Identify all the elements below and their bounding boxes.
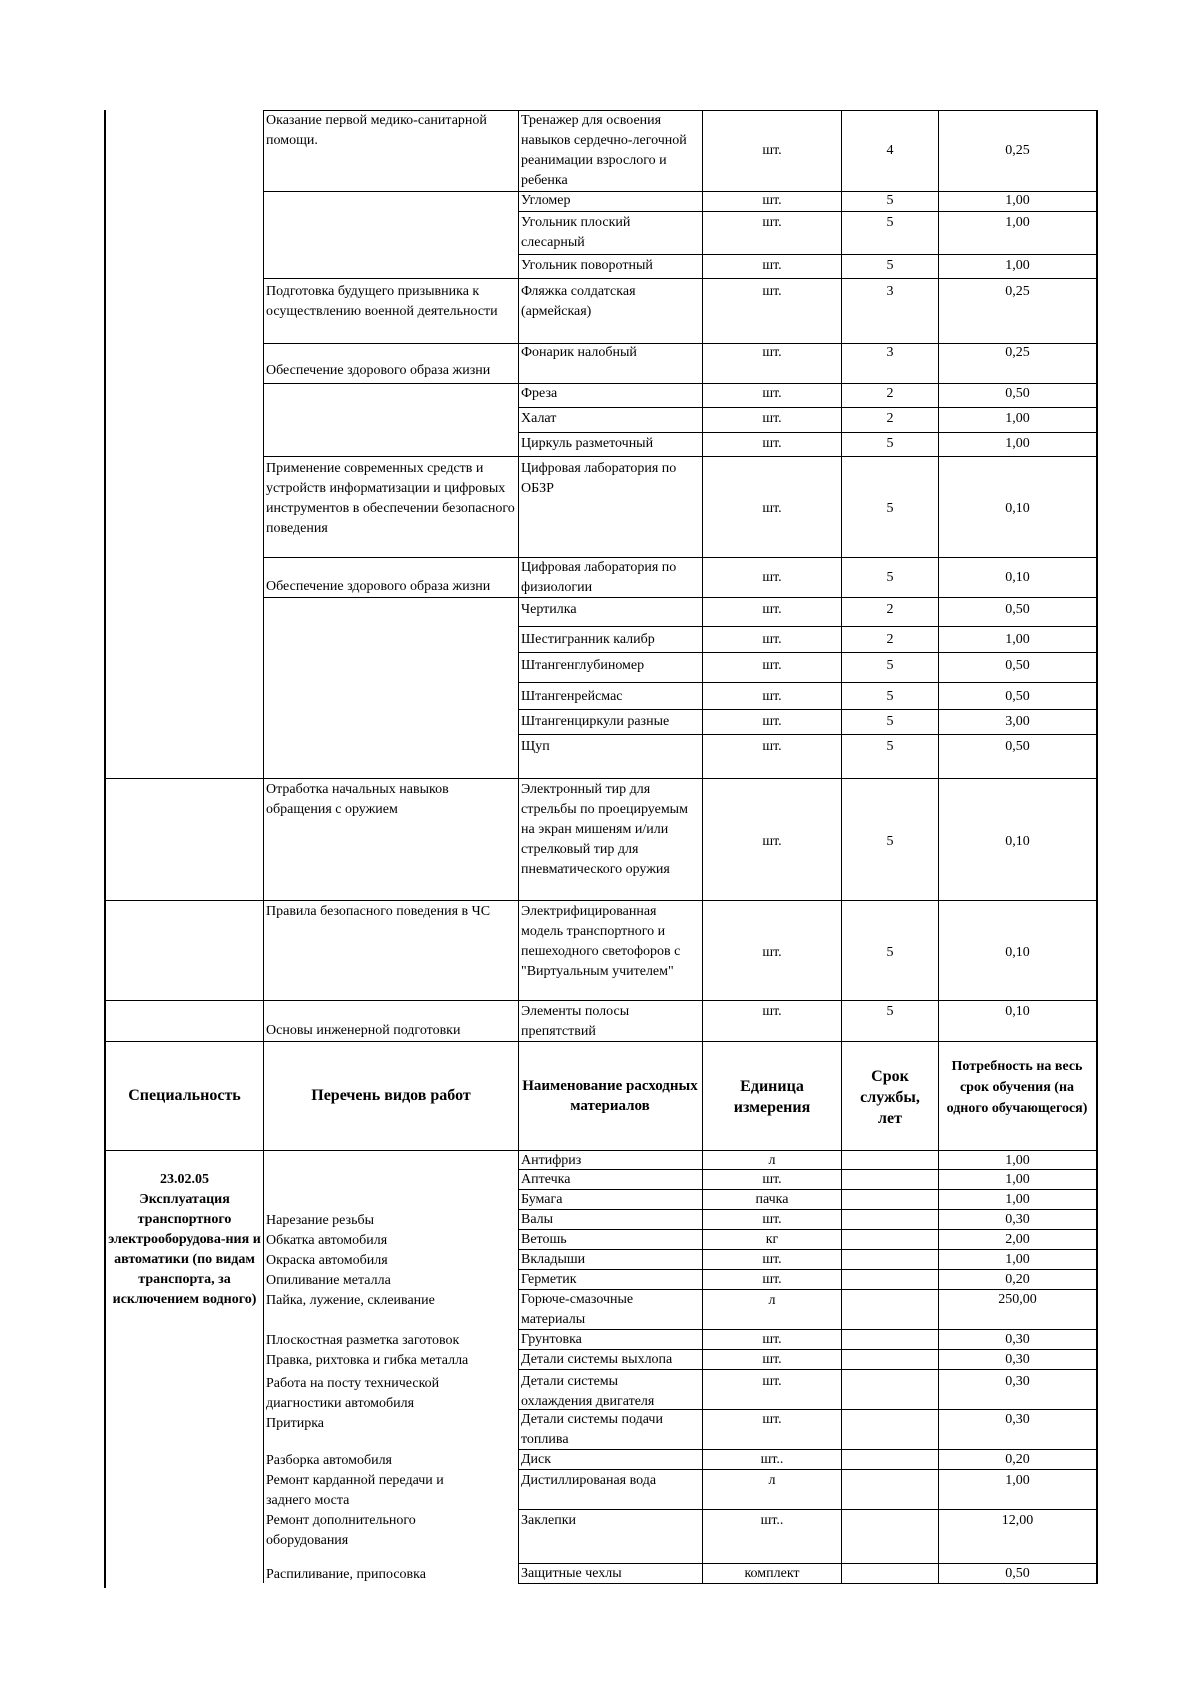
need-cell: 0,25 bbox=[1005, 143, 1030, 158]
life-cell: 5 bbox=[886, 834, 894, 849]
works-item: Распиливание, припосовка bbox=[266, 1567, 426, 1582]
need-cell: 250,00 bbox=[998, 1292, 1037, 1307]
work-text: Обеспечение здорового образа жизни bbox=[266, 363, 491, 378]
unit-cell: пачка bbox=[755, 1192, 789, 1207]
need-cell: 1,00 bbox=[1005, 193, 1030, 208]
unit-cell: шт. bbox=[762, 602, 782, 617]
work-text: Применение современных средств и устройств информатизации и цифровых инструментов в обеспечении безопасного поведения bbox=[266, 461, 515, 536]
material-name: Бумага bbox=[521, 1192, 563, 1207]
item-name: Угломер bbox=[521, 193, 571, 208]
need-cell: 0,50 bbox=[1005, 689, 1030, 704]
unit-cell: л bbox=[768, 1153, 776, 1168]
unit-cell: шт. bbox=[762, 193, 782, 208]
item-name: Угольник поворотный bbox=[521, 258, 653, 273]
need-cell: 0,30 bbox=[1005, 1212, 1030, 1227]
need-cell: 0,50 bbox=[1005, 658, 1030, 673]
life-cell: 5 bbox=[886, 1004, 894, 1019]
life-cell: 2 bbox=[886, 386, 894, 401]
unit-cell: шт. bbox=[762, 1272, 782, 1287]
unit-cell: шт. bbox=[762, 143, 782, 158]
life-cell: 5 bbox=[886, 714, 894, 729]
need-cell: 1,00 bbox=[1005, 1172, 1030, 1187]
works-item: Опиливание металла bbox=[266, 1273, 391, 1288]
item-name: Щуп bbox=[521, 739, 550, 754]
need-cell: 0,50 bbox=[1005, 1566, 1030, 1581]
rule bbox=[263, 110, 264, 1583]
material-name: Защитные чехлы bbox=[521, 1566, 622, 1581]
need-cell: 1,00 bbox=[1005, 1473, 1030, 1488]
material-name: Вкладыши bbox=[521, 1252, 586, 1267]
need-cell: 1,00 bbox=[1005, 215, 1030, 230]
material-name: Герметик bbox=[521, 1272, 577, 1287]
unit-cell: шт. bbox=[762, 1172, 782, 1187]
unit-cell: шт. bbox=[762, 658, 782, 673]
need-cell: 0,50 bbox=[1005, 386, 1030, 401]
work-text: Обеспечение здорового образа жизни bbox=[266, 579, 491, 594]
unit-cell: шт. bbox=[762, 1252, 782, 1267]
need-cell: 0,50 bbox=[1005, 739, 1030, 754]
unit-cell: шт. bbox=[762, 1412, 782, 1427]
header-life: Срок службы, лет bbox=[860, 1068, 920, 1127]
works-item: Плоскостная разметка заготовок bbox=[266, 1333, 460, 1348]
works-item: Работа на посту технической диагностики автомобиля bbox=[266, 1376, 440, 1411]
rule bbox=[518, 254, 1098, 255]
life-cell: 5 bbox=[886, 193, 894, 208]
need-cell: 0,30 bbox=[1005, 1374, 1030, 1389]
life-cell: 5 bbox=[886, 570, 894, 585]
header-need: Потребность на весь срок обучения (на одного обучающегося) bbox=[946, 1059, 1088, 1116]
need-cell: 0,10 bbox=[1005, 1004, 1030, 1019]
specialty-code: 23.02.05 bbox=[160, 1172, 209, 1187]
rule bbox=[518, 626, 1098, 627]
material-name: Ветошь bbox=[521, 1232, 567, 1247]
item-name: Электрифицированная модель транспортного и пешеходного светофоров с "Виртуальным учителем" bbox=[521, 904, 681, 979]
unit-cell: шт. bbox=[762, 284, 782, 299]
life-cell: 3 bbox=[886, 345, 894, 360]
life-cell: 2 bbox=[886, 411, 894, 426]
unit-cell: л bbox=[768, 1293, 776, 1308]
item-name: Шестигранник калибр bbox=[521, 632, 655, 647]
unit-cell: шт. bbox=[762, 411, 782, 426]
material-name: Заклепки bbox=[521, 1513, 577, 1528]
works-item: Притирка bbox=[266, 1416, 325, 1431]
works-item: Ремонт дополнительного оборудования bbox=[266, 1513, 416, 1548]
work-text: Отработка начальных навыков обращения с оружием bbox=[266, 782, 449, 817]
rule bbox=[518, 1509, 1098, 1510]
need-cell: 0,20 bbox=[1005, 1452, 1030, 1467]
need-cell: 12,00 bbox=[1001, 1513, 1034, 1528]
item-name: Штангенглубиномер bbox=[521, 658, 645, 673]
unit-cell: шт. bbox=[762, 258, 782, 273]
item-name: Тренажер для освоения навыков сердечно-легочной реанимации взрослого и ребенка bbox=[521, 113, 687, 188]
works-item: Правка, рихтовка и гибка металла bbox=[266, 1353, 469, 1368]
material-name: Дистиллированая вода bbox=[521, 1473, 657, 1488]
life-cell: 5 bbox=[886, 739, 894, 754]
header-materials: Наименование расходных материалов bbox=[522, 1078, 698, 1114]
unit-cell: шт. bbox=[762, 386, 782, 401]
need-cell: 0,10 bbox=[1005, 501, 1030, 516]
rule bbox=[518, 110, 519, 1583]
rule bbox=[263, 278, 1098, 279]
need-cell: 0,30 bbox=[1005, 1332, 1030, 1347]
life-cell: 2 bbox=[886, 632, 894, 647]
unit-cell: шт. bbox=[762, 345, 782, 360]
unit-cell: шт. bbox=[762, 436, 782, 451]
rule bbox=[104, 900, 1098, 901]
item-name: Элементы полосы препятствий bbox=[521, 1004, 630, 1039]
rule bbox=[104, 1000, 1098, 1001]
specialty-name: Эксплуатация транспортного электрооборудова-ния и автоматики (по видам транспорта, за исключением водного) bbox=[108, 1192, 261, 1307]
life-cell: 5 bbox=[886, 658, 894, 673]
rule bbox=[263, 456, 1098, 457]
works-item: Обкатка автомобиля bbox=[266, 1233, 388, 1248]
life-cell: 5 bbox=[886, 436, 894, 451]
need-cell: 1,00 bbox=[1005, 1252, 1030, 1267]
rule bbox=[518, 734, 1098, 735]
material-name: Детали системы выхлопа bbox=[521, 1352, 673, 1367]
need-cell: 0,25 bbox=[1005, 284, 1030, 299]
item-name: Циркуль разметочный bbox=[521, 436, 654, 451]
life-cell: 5 bbox=[886, 689, 894, 704]
need-cell: 0,30 bbox=[1005, 1412, 1030, 1427]
material-name: Валы bbox=[521, 1212, 554, 1227]
life-cell: 5 bbox=[886, 258, 894, 273]
item-name: Электронный тир для стрельбы по проецируемым на экран мишеням и/или стрелковый тир для пневматического оружия bbox=[521, 782, 688, 877]
unit-cell: шт. bbox=[762, 1332, 782, 1347]
unit-cell: шт. bbox=[762, 1212, 782, 1227]
rule bbox=[518, 432, 1098, 433]
item-name: Цифровая лаборатория по ОБЗР bbox=[521, 461, 677, 496]
item-name: Цифровая лаборатория по физиологии bbox=[521, 560, 677, 595]
rule bbox=[518, 682, 1098, 683]
need-cell: 3,00 bbox=[1005, 714, 1030, 729]
works-item: Нарезание резьбы bbox=[266, 1213, 374, 1228]
work-text: Подготовка будущего призывника к осуществлению военной деятельности bbox=[266, 284, 498, 319]
life-cell: 3 bbox=[886, 284, 894, 299]
unit-cell: шт. bbox=[762, 215, 782, 230]
item-name: Штангенрейсмас bbox=[521, 689, 623, 704]
need-cell: 1,00 bbox=[1005, 436, 1030, 451]
material-name: Антифриз bbox=[521, 1153, 582, 1168]
need-cell: 0,10 bbox=[1005, 570, 1030, 585]
rule bbox=[518, 407, 1098, 408]
material-name: Детали системы охлаждения двигателя bbox=[521, 1374, 655, 1409]
work-text: Правила безопасного поведения в ЧС bbox=[266, 904, 491, 919]
rule bbox=[518, 211, 1098, 212]
need-cell: 1,00 bbox=[1005, 411, 1030, 426]
need-cell: 0,25 bbox=[1005, 345, 1030, 360]
works-item: Пайка, лужение, склеивание bbox=[266, 1293, 435, 1308]
unit-cell: шт. bbox=[762, 689, 782, 704]
material-name: Аптечка bbox=[521, 1172, 571, 1187]
unit-cell: шт. bbox=[762, 632, 782, 647]
material-name: Горюче-смазочные материалы bbox=[521, 1292, 634, 1327]
life-cell: 2 bbox=[886, 602, 894, 617]
item-name: Штангенциркули разные bbox=[521, 714, 670, 729]
unit-cell: шт. bbox=[762, 714, 782, 729]
need-cell: 1,00 bbox=[1005, 258, 1030, 273]
unit-cell: шт. bbox=[762, 1004, 782, 1019]
unit-cell: шт. bbox=[762, 501, 782, 516]
unit-cell: шт. bbox=[762, 945, 782, 960]
unit-cell: л bbox=[768, 1473, 776, 1488]
item-name: Фреза bbox=[521, 386, 558, 401]
work-text: Основы инженерной подготовки bbox=[266, 1023, 461, 1038]
life-cell: 5 bbox=[886, 945, 894, 960]
life-cell: 5 bbox=[886, 215, 894, 230]
work-text: Оказание первой медико-санитарной помощи. bbox=[266, 113, 487, 148]
rule bbox=[104, 778, 1098, 779]
life-cell: 4 bbox=[886, 143, 894, 158]
item-name: Фляжка солдатская (армейская) bbox=[521, 284, 636, 319]
unit-cell: шт. bbox=[762, 834, 782, 849]
need-cell: 0,10 bbox=[1005, 834, 1030, 849]
need-cell: 1,00 bbox=[1005, 1192, 1030, 1207]
rule bbox=[104, 110, 106, 1588]
material-name: Диск bbox=[521, 1452, 552, 1467]
works-item: Окраска автомобиля bbox=[266, 1253, 388, 1268]
unit-cell: комплект bbox=[744, 1566, 800, 1581]
header-unit: Единица измерения bbox=[733, 1078, 811, 1116]
unit-cell: шт.. bbox=[760, 1513, 784, 1528]
need-cell: 0,50 bbox=[1005, 602, 1030, 617]
unit-cell: кг bbox=[765, 1232, 779, 1247]
item-name: Фонарик налобный bbox=[521, 345, 637, 360]
need-cell: 0,10 bbox=[1005, 945, 1030, 960]
unit-cell: шт. bbox=[762, 739, 782, 754]
item-name: Чертилка bbox=[521, 602, 577, 617]
need-cell: 0,30 bbox=[1005, 1352, 1030, 1367]
unit-cell: шт. bbox=[762, 570, 782, 585]
life-cell: 5 bbox=[886, 501, 894, 516]
need-cell: 0,20 bbox=[1005, 1272, 1030, 1287]
need-cell: 2,00 bbox=[1005, 1232, 1030, 1247]
unit-cell: шт. bbox=[762, 1352, 782, 1367]
works-item: Разборка автомобиля bbox=[266, 1453, 392, 1468]
item-name: Халат bbox=[521, 411, 557, 426]
unit-cell: шт. bbox=[762, 1374, 782, 1389]
unit-cell: шт.. bbox=[760, 1452, 784, 1467]
works-item: Ремонт карданной передачи и заднего моста bbox=[266, 1473, 444, 1508]
rule bbox=[1096, 110, 1098, 1583]
material-name: Грунтовка bbox=[521, 1332, 582, 1347]
item-name: Угольник плоский слесарный bbox=[521, 215, 631, 250]
rule bbox=[518, 709, 1098, 710]
need-cell: 1,00 bbox=[1005, 632, 1030, 647]
header-specialty: Специальность bbox=[128, 1087, 241, 1104]
rule bbox=[518, 652, 1098, 653]
need-cell: 1,00 bbox=[1005, 1153, 1030, 1168]
material-name: Детали системы подачи топлива bbox=[521, 1412, 663, 1447]
header-works: Перечень видов работ bbox=[311, 1087, 471, 1104]
